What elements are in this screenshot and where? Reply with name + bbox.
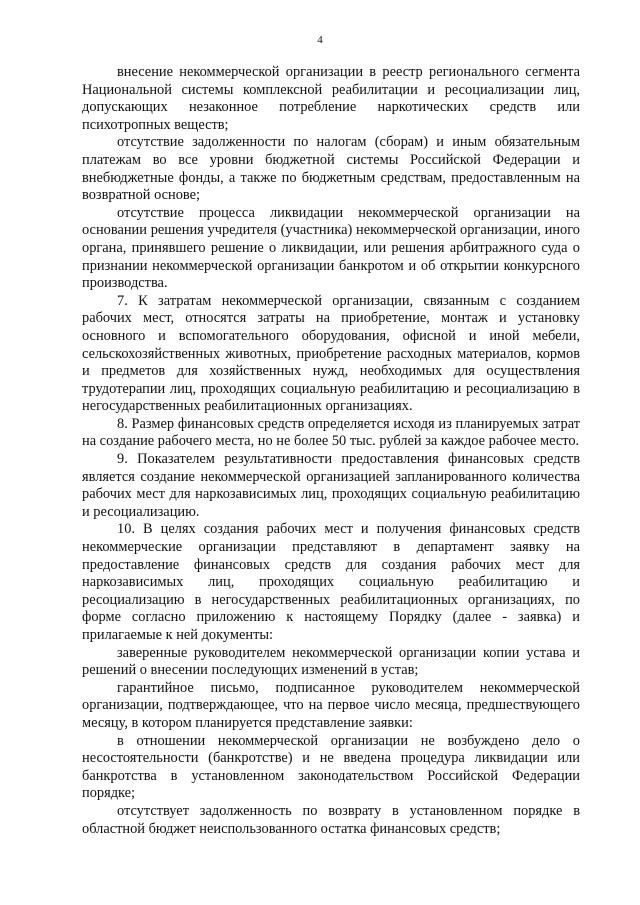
paragraph-charter-copies: заверенные руководителем некоммерческой организации копии устава и решений о внесении последующих изменений в устав;: [82, 644, 580, 679]
page-number: 4: [317, 34, 323, 46]
paragraph-guarantee-letter: гарантийное письмо, подписанное руководителем некоммерческой организации, подтверждающее, что на первое число месяца, предшествующего месяцу, в котором планируется представление заявки:: [82, 679, 580, 731]
paragraph-item-10-application: 10. В целях создания рабочих мест и получения финансовых средств некоммерческие организации представляют в департамент заявку на предоставление финансовых средств для создания рабочих мест для наркозависимых лиц, проходящих социальную реабилитацию и ресоциализацию в негосударственных реабилитационных организациях, по форме согласно приложению к настоящему Порядку (далее - заявка) и прилагаемые к ней документы:: [82, 521, 580, 643]
paragraph-item-7-costs: 7. К затратам некоммерческой организации, связанным с созданием рабочих мест, относятся затраты на приобретение, монтаж и установку основного и вспомогательного оборудования, офисной и иной мебели, сельскохозяйственных животных, приобретение расходных материалов, кормов и предметов для хозяйственных нужд, необходимых для осуществления трудотерапии лиц, проходящих социальную реабилитацию и ресоциализацию в негосударственных реабилитационных организациях.: [82, 292, 580, 415]
paragraph-item-8-funding-size: 8. Размер финансовых средств определяется исходя из планируемых затрат на создание рабочего места, но не более 50 тыс. рублей за каждое рабочее место.: [82, 415, 580, 450]
paragraph-no-bankruptcy: в отношении некоммерческой организации не возбуждено дело о несостоятельности (банкротстве) и не введена процедура ликвидации или банкротства в установленном законодательством Российской Федерации порядке;: [82, 732, 580, 802]
paragraph-no-refund-debt: отсутствует задолженность по возврату в установленном порядке в областной бюджет неиспользованного остатка финансовых средств;: [82, 802, 580, 837]
document-body: [82, 64, 580, 838]
paragraph-no-liquidation: отсутствие процесса ликвидации некоммерческой организации на основании решения учредителя (участника) некоммерческой организации, иного органа, принявшего решение о ликвидации, или решения арбитражного суда о признании некоммерческой организации банкротом и об открытии конкурсного производства.: [82, 204, 580, 292]
paragraph-no-tax-debt: отсутствие задолженности по налогам (сборам) и иным обязательным платежам во все уровни бюджетной системы Российской Федерации и внебюджетные фонды, а также по бюджетным средствам, предоставленным на возвратной основе;: [82, 134, 580, 204]
paragraph-item-9-performance: 9. Показателем результативности предоставления финансовых средств является создание некоммерческой организацией запланированного количества рабочих мест для наркозависимых лиц, проходящих социальную реабилитацию и ресоциализацию.: [82, 451, 580, 520]
paragraph-registry-entry: внесение некоммерческой организации в реестр регионального сегмента Национальной системы комплексной реабилитации и ресоциализации лиц, допускающих незаконное потребление наркотических средств или психотропных веществ;: [82, 64, 580, 133]
